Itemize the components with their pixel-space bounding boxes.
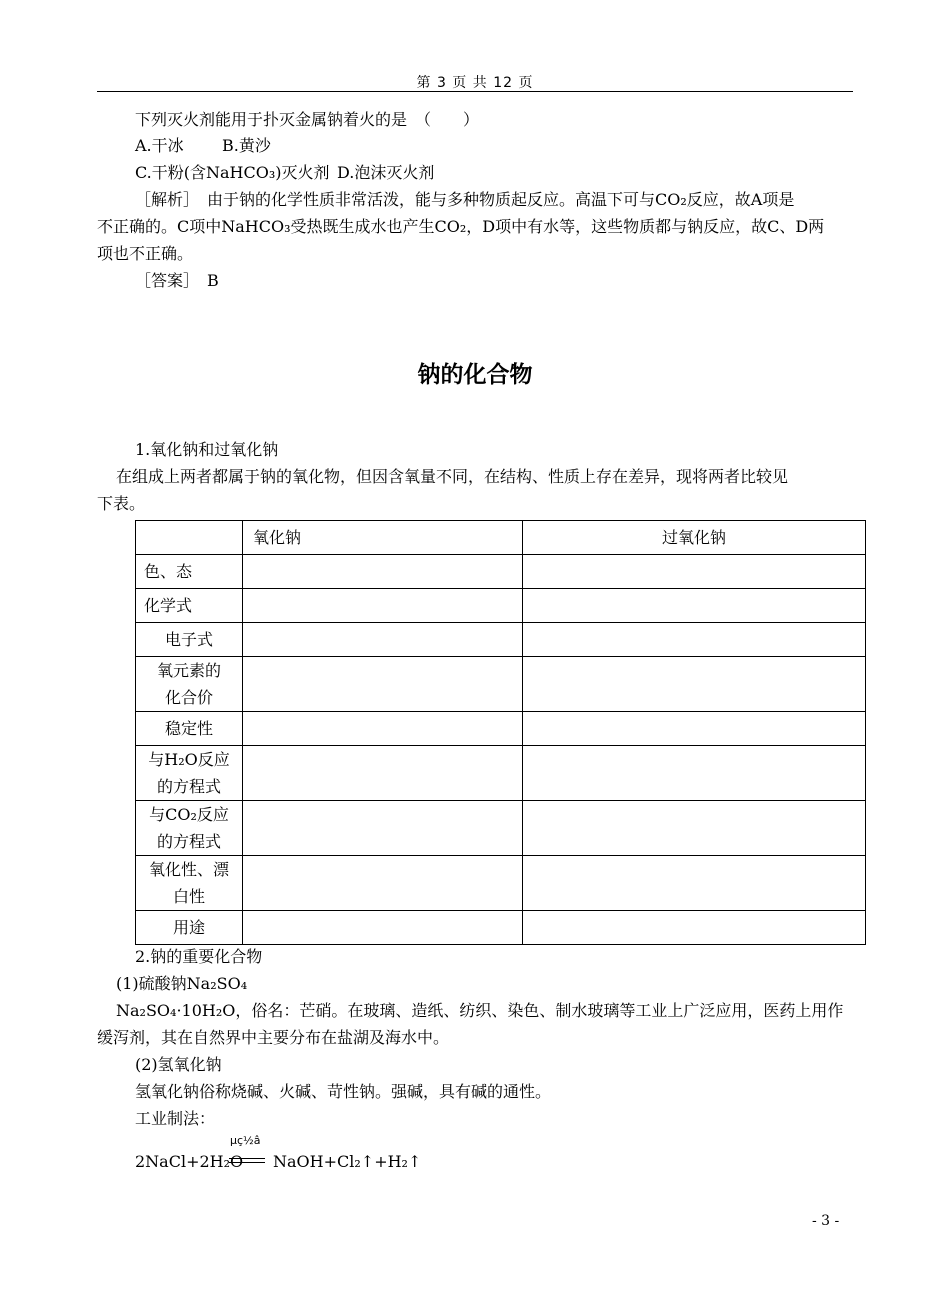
sub2-heading: (2)氢氧化钠: [135, 1055, 222, 1074]
table-row: [136, 589, 866, 623]
row-label-line-2: 的方程式: [156, 777, 221, 796]
row-label-line-1: 与H₂O反应: [148, 750, 230, 769]
table-cell: [523, 623, 866, 657]
row-label-line-1: 氧元素的: [156, 661, 221, 680]
table-cell: [523, 856, 866, 911]
table-cell: [523, 911, 866, 945]
table-cell: [523, 657, 866, 712]
row-label: 色、态: [136, 555, 243, 589]
table-row: [136, 555, 866, 589]
equation-left: 2NaCl+2H₂O: [135, 1152, 244, 1171]
table-cell: [523, 801, 866, 856]
row-label: [136, 801, 243, 856]
equation-line-top: [229, 1158, 265, 1159]
comparison-table: [135, 520, 866, 945]
col-header-na2o: 氧化钠: [243, 521, 523, 555]
table-cell: [243, 746, 523, 801]
row-label-line-2: 化合价: [164, 688, 213, 707]
sub1-line-2: 缓泻剂，其在自然界中主要分布在盐湖及海水中。: [97, 1028, 450, 1047]
table-header-row: [136, 521, 866, 555]
part1-intro-line-1: 在组成上两者都属于钠的氧化物，但因含氧量不同，在结构、性质上存在差异，现将两者比较见: [116, 467, 789, 486]
sub1-line-1: Na₂SO₄·10H₂O，俗名：芒硝。在玻璃、造纸、纺织、染色、制水玻璃等工业上广泛应用，医药上用作: [116, 1001, 844, 1020]
table-row: [136, 801, 866, 856]
page-header: 第 3 页 共 12 页: [416, 75, 534, 91]
row-label-line-2: 白性: [172, 887, 205, 906]
option-c: C.干粉(含NaHCO₃)灭火剂: [135, 163, 330, 182]
table-row: [136, 623, 866, 657]
table-row: [136, 911, 866, 945]
table-cell: [243, 911, 523, 945]
equation-condition: µç½â: [230, 1134, 261, 1147]
table-cell: [243, 712, 523, 746]
table-row: [136, 657, 866, 712]
question-stem: 下列灭火剂能用于扑灭金属钠着火的是 （ ）: [135, 110, 480, 129]
analysis-line-3: 项也不正确。: [97, 244, 194, 263]
table-cell: [523, 589, 866, 623]
table-cell: [243, 657, 523, 712]
table-row: [136, 856, 866, 911]
row-label-line-1: 与CO₂反应: [149, 805, 229, 824]
table-cell: [523, 746, 866, 801]
part2-heading: 2.钠的重要化合物: [135, 947, 263, 966]
table-cell: [243, 801, 523, 856]
row-label-line-1: 氧化性、漂: [148, 860, 229, 879]
page-number: - 3 -: [812, 1213, 840, 1229]
table-cell: [523, 712, 866, 746]
row-label: 电子式: [136, 623, 243, 657]
col-header-na2o2: 过氧化钠: [523, 521, 866, 555]
table-corner-cell: [136, 521, 243, 555]
row-label: [136, 856, 243, 911]
row-label-line-2: 的方程式: [156, 832, 221, 851]
table-cell: [523, 555, 866, 589]
table-cell: [243, 589, 523, 623]
header-rule: [97, 91, 853, 92]
equation-line-bottom: [229, 1162, 265, 1163]
option-d: D.泡沫灭火剂: [337, 163, 435, 182]
table-cell: [243, 555, 523, 589]
sub2-line-2: 工业制法：: [135, 1109, 216, 1128]
sub2-line-1: 氢氧化钠俗称烧碱、火碱、苛性钠。强碱，具有碱的通性。: [135, 1082, 552, 1101]
analysis-line-2: 不正确的。C项中NaHCO₃受热既生成水也产生CO₂，D项中有水等，这些物质都与钠反应，故C、D两: [97, 217, 825, 236]
option-b: B.黄沙: [222, 136, 271, 155]
section-title: 钠的化合物: [417, 362, 533, 388]
row-label: [136, 746, 243, 801]
equation-right: NaOH+Cl₂↑+H₂↑: [273, 1152, 422, 1171]
part1-heading: 1.氧化钠和过氧化钠: [135, 440, 279, 459]
analysis-line-1: ［解析］ 由于钠的化学性质非常活泼，能与多种物质起反应。高温下可与CO₂反应，故A项是: [135, 190, 795, 209]
row-label: 化学式: [136, 589, 243, 623]
table-cell: [243, 856, 523, 911]
table-row: [136, 712, 866, 746]
option-a: A.干冰: [135, 136, 184, 155]
sub1-heading: (1)硫酸钠Na₂SO₄: [116, 974, 248, 993]
answer: ［答案］ B: [135, 271, 219, 290]
table-cell: [243, 623, 523, 657]
row-label: 用途: [136, 911, 243, 945]
row-label: [136, 657, 243, 712]
part1-intro-line-2: 下表。: [97, 494, 146, 513]
row-label: 稳定性: [136, 712, 243, 746]
table-row: [136, 746, 866, 801]
